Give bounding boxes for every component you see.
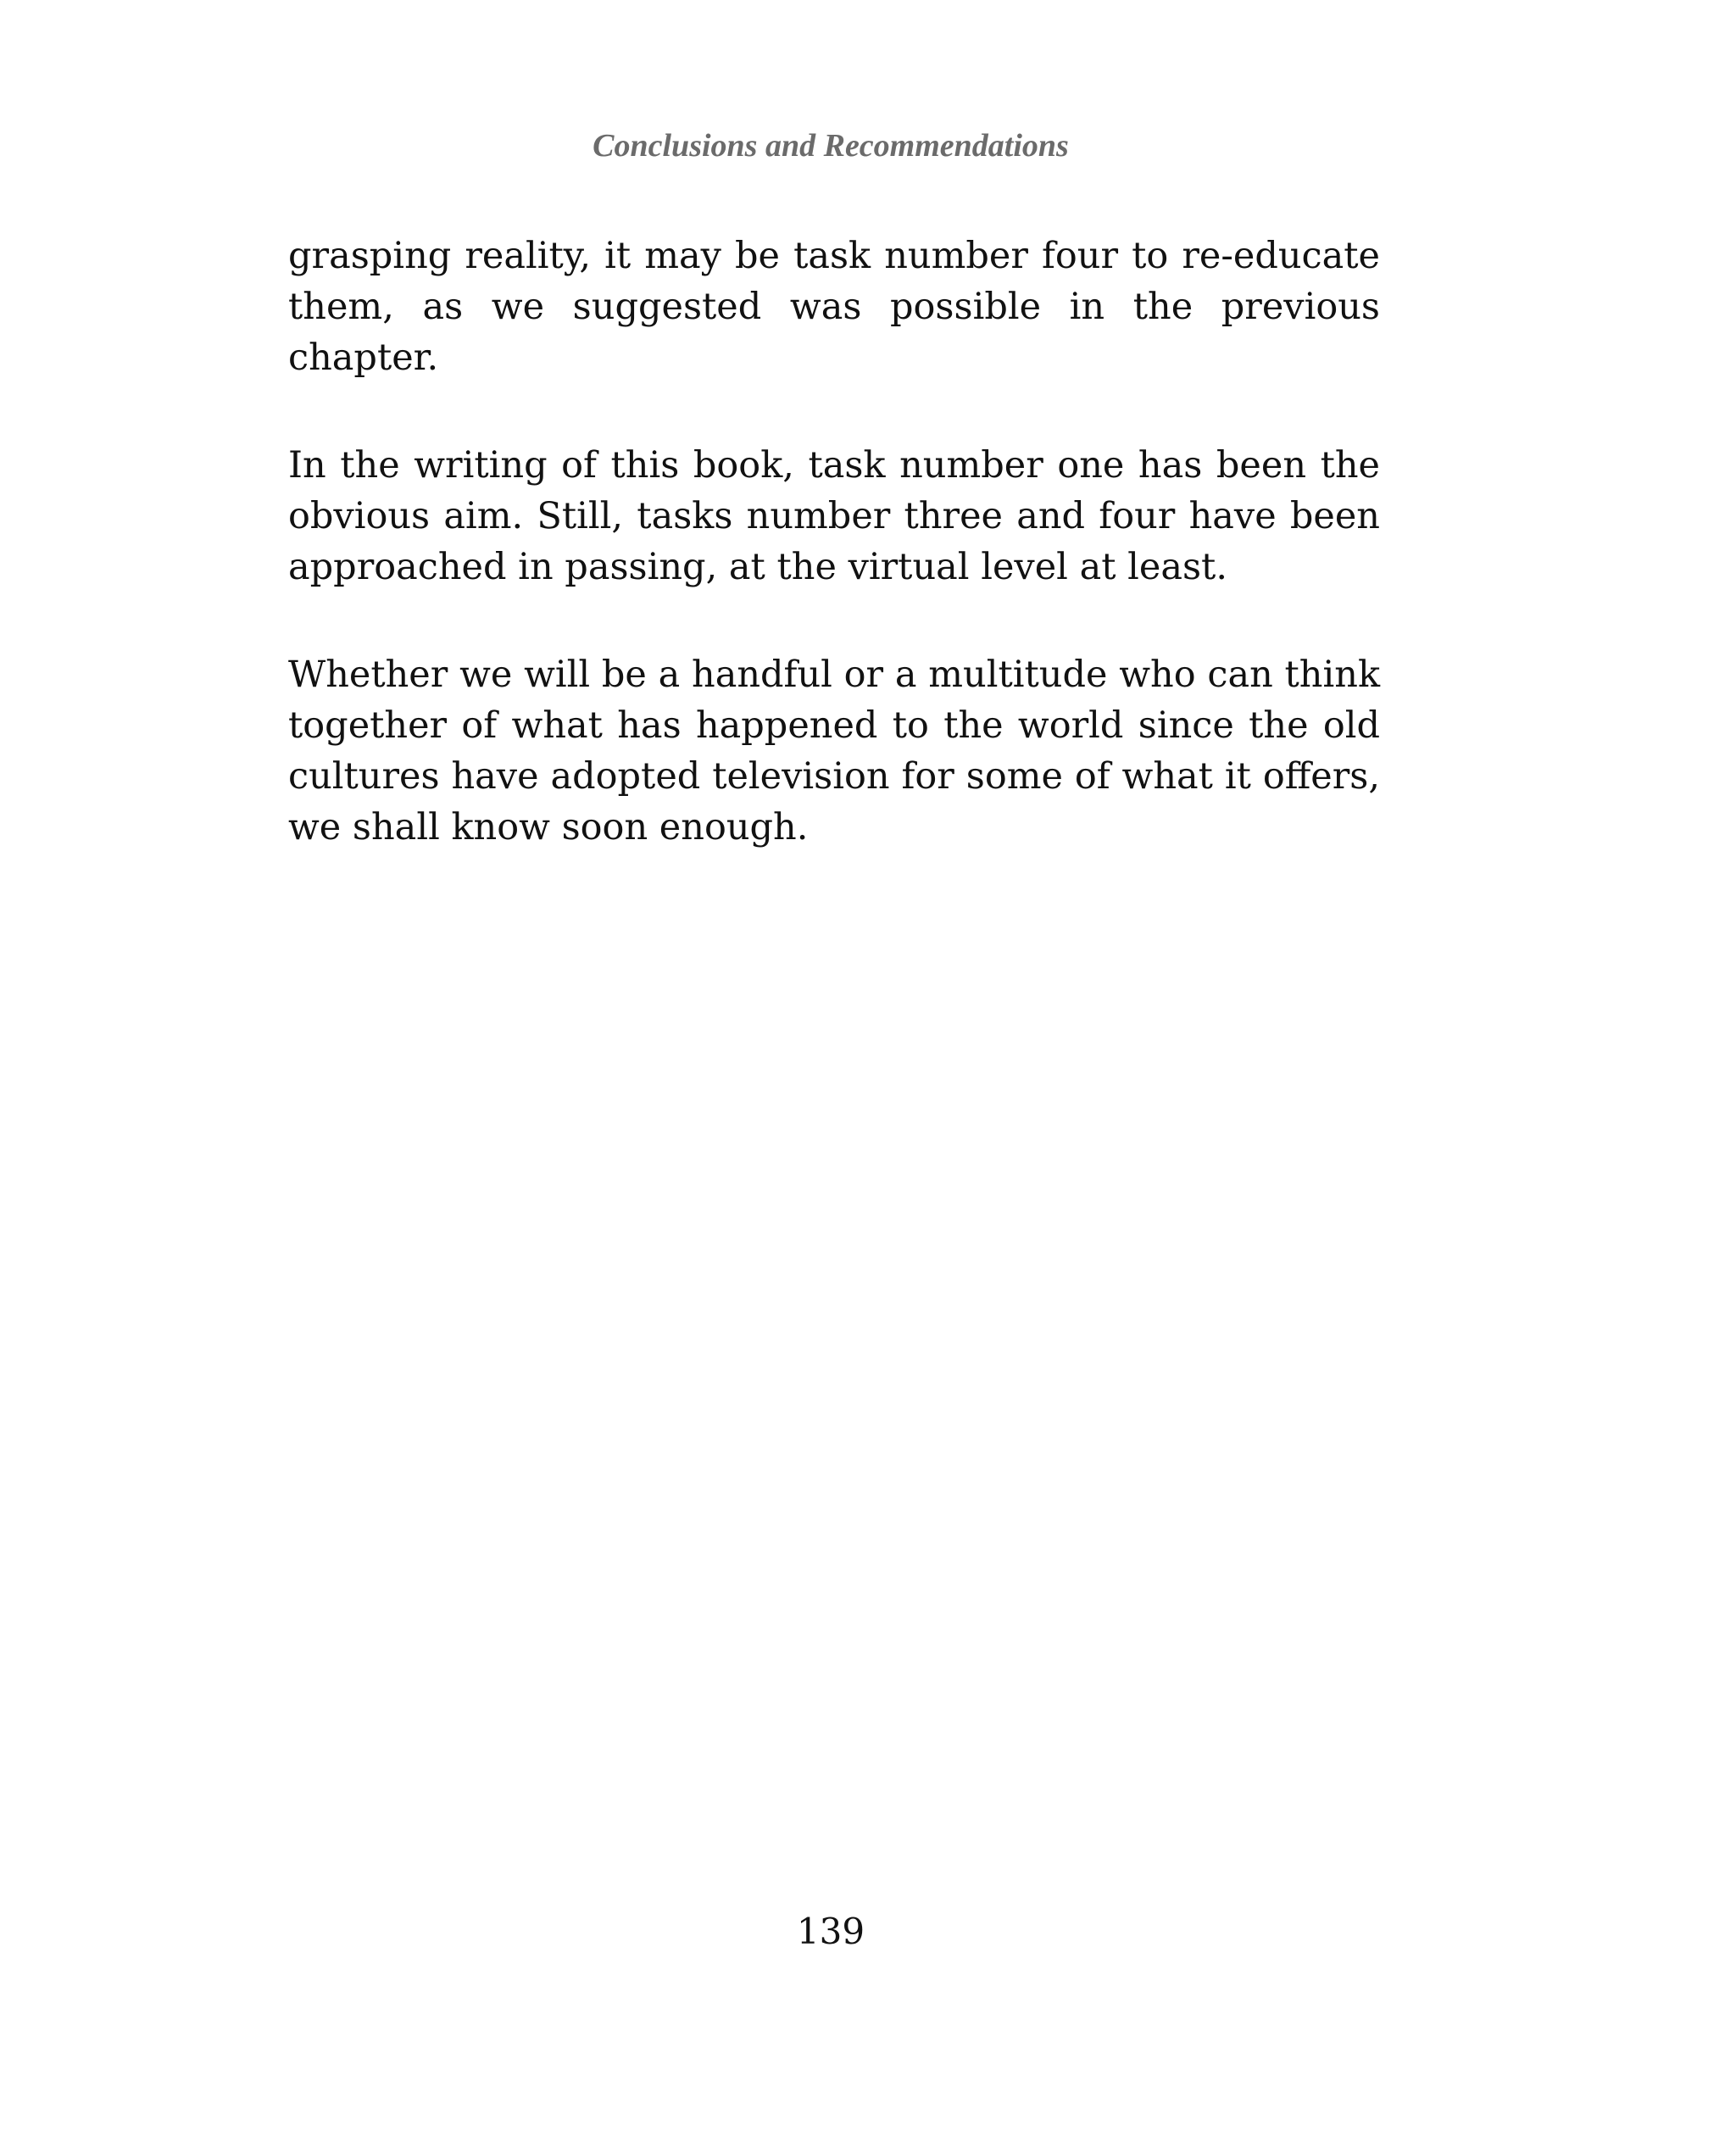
- paragraph: grasping reality, it may be task number four to re-educate them, as we suggested was possible in the previous chapter.: [288, 235, 1380, 379]
- body-text: [288, 231, 1380, 910]
- paragraph: In the writing of this book, task number one has been the obvious aim. Still, tasks number three and four have been approached in passing, at the virtual level at least.: [288, 444, 1380, 588]
- page-number: 139: [796, 1911, 865, 1952]
- running-header: Conclusions and Recommendations: [593, 128, 1069, 164]
- paragraph: Whether we will be a handful or a multitude who can think together of what has happened to the world since the old cultures have adopted television for some of what it offers, we shall know soon enough.: [288, 654, 1380, 848]
